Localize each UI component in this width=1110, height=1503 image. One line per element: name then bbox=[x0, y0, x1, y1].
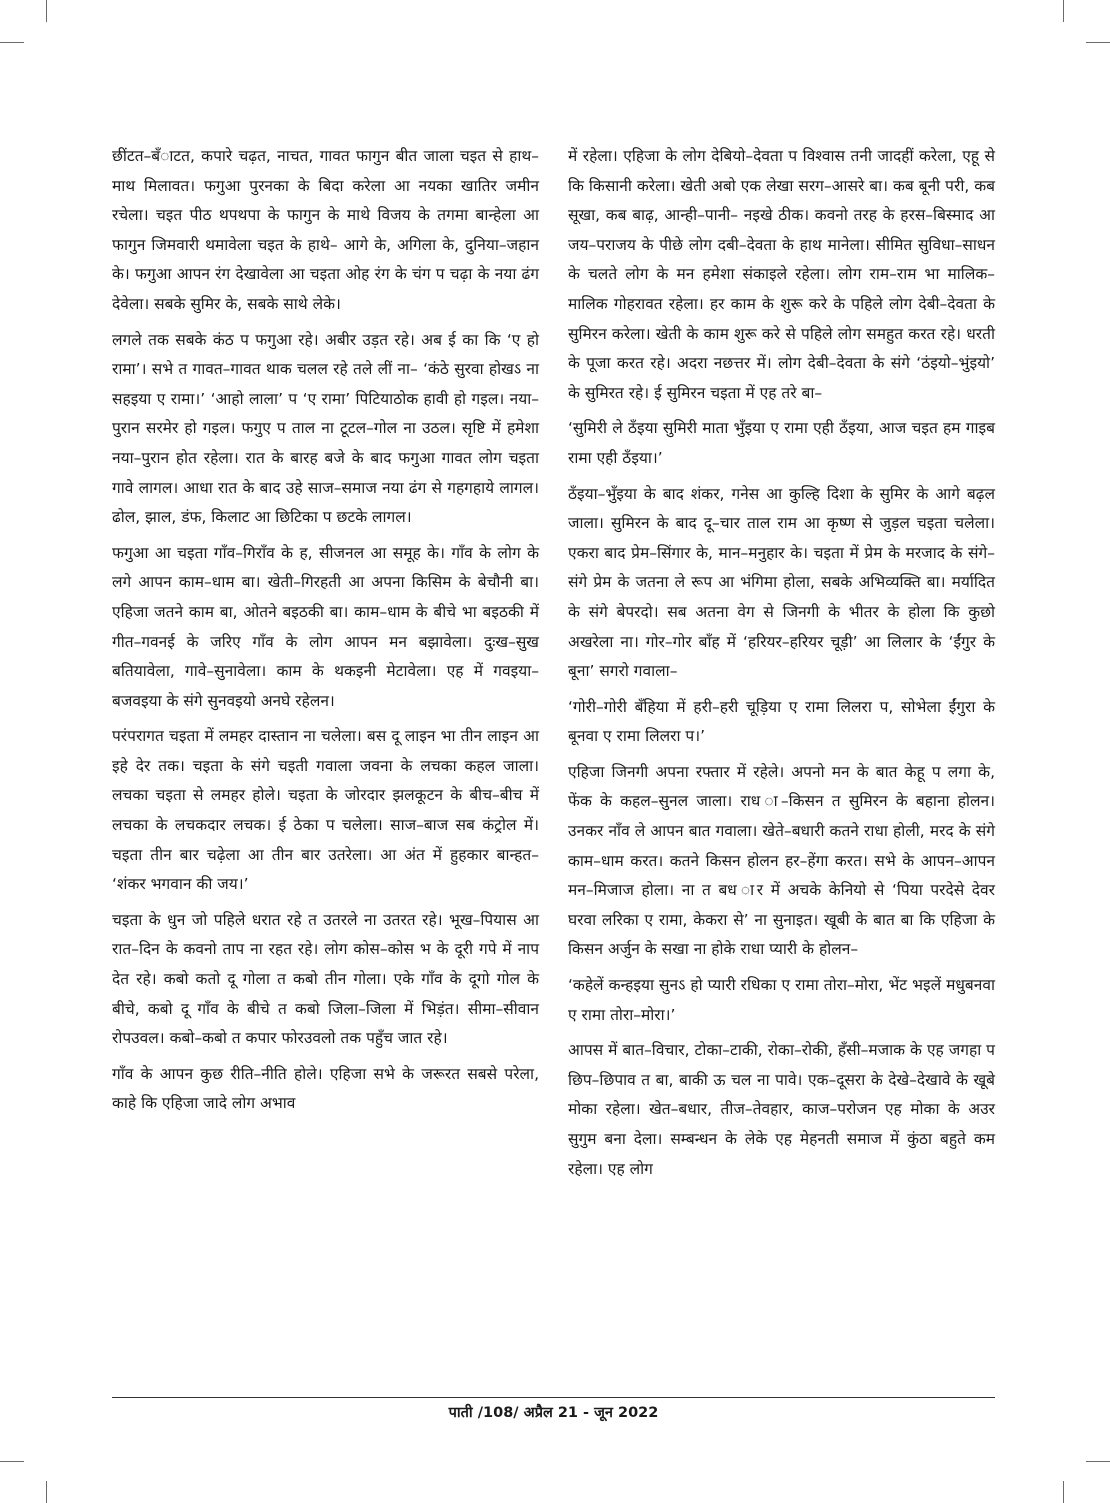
paragraph: एहिजा जिनगी अपना रफ्तार में रहेले। अपनो मन के बात केहू प लगा के, फेंक के कहल–सुनल जाला। राध ा–किसन त सुमिरन के बहाना होलन। उनकर नाँव ले आपन बात गवाला। खेते–बधारी कतने राधा होली, मरद के संगे काम–धाम करत। कतने किसन होलन हर–हेंगा करत। सभे के आपन–आपन मन–मिजाज होला। ना त बध ार में अचके केनियो से ‘पिया परदेसे देवर घरवा लरिका ए रामा, केकरा से’ ना सुनाइत। खूबी के बात बा कि एहिजा के किसन अर्जुन के सखा ना होके राधा प्यारी के होलन– bbox=[568, 762, 995, 959]
song-quote: ‘कहेलें कन्हइया सुनऽ हो प्यारी रधिका ए रामा तोरा–मोरा, भेंट भइलें मधुबनवा ए रामा तोरा–मोरा।’ bbox=[568, 976, 995, 1024]
left-column bbox=[112, 142, 539, 1125]
paragraph: ठँइया–भुँइया के बाद शंकर, गनेस आ कुल्हि दिशा के सुमिर के आगे बढ़ल जाला। सुमिरन के बाद दू–चार ताल राम आ कृष्ण से जुड़ल चइता चलेला। एकरा बाद प्रेम–सिंगार के, मान–मनुहार के। चइता में प्रेम के मरजाद के संगे–संगे प्रेम के जतना ले रूप आ भंगिमा होला, सबके अभिव्यक्ति बा। मर्यादित के संगे बेपरदो। सब अतना वेग से जिनगी के भीतर के होला कि कुछो अखरेला ना। गोर–गोर बाँह में ‘हरियर–हरियर चूड़ी’ आ लिलार के ‘ईंगुर के बूना’ सगरो गवाला– bbox=[568, 484, 995, 681]
song-quote: ‘गोरी–गोरी बँहिया में हरी–हरी चूड़िया ए रामा लिलरा प, सोभेला ईंगुरा के बूनवा ए रामा लिलरा प।’ bbox=[568, 697, 995, 746]
crop-mark bbox=[46, 1481, 47, 1503]
paragraph: लगले तक सबके कंठ प फगुआ रहे। अबीर उड़त रहे। अब ई का कि ‘ए हो रामा’। सभे त गावत–गावत थाक चलल रहे तले लीं ना– ‘कंठे सुरवा होखऽ ना सहइया ए रामा।’ ‘आहो लाला’ प ‘ए रामा’ पिटियाठोक हावी हो गइल। नया–पुरान सरमेर हो गइल। फगुए प ताल ना टूटल–गोल ना उठल। सृष्टि में हमेशा नया–पुरान होत रहेला। रात के बारह बजे के बाद फगुआ गावत लोग चइता गावे लागल। आधा रात के बाद उहे साज–समाज नया ढंग से गहगहाये लागल। ढोल, झाल, डंफ, किलाट आ छिटिका प छटके लागल। bbox=[112, 330, 539, 527]
paragraph: में रहेला। एहिजा के लोग देबियो–देवता प विश्वास तनी जादहीं करेला, एहू से कि किसानी करेला। खेती अबो एक लेखा सरग–आसरे बा। कब बूनी परी, कब सूखा, कब बाढ़, आन्ही–पानी– नइखे ठीक। कवनो तरह के हरस–बिस्माद आ जय–पराजय के पीछे लोग दबी–देवता के हाथ मानेला। सीमित सुविधा–साधन के चलते लोग के मन हमेशा संकाइले रहेला। लोग राम–राम भा मालिक–मालिक गोहरावत रहेला। हर काम के शुरू करे के पहिले लोग देबी–देवता के सुमिरन करेला। खेती के काम शुरू करे से पहिले लोग समहुत करत रहे। धरती के पूजा करत रहे। अदरा नछत्तर में। लोग देबी–देवता के संगे ‘ठंइयो–भुंइयो’ के सुमिरत रहे। ई सुमिरन चइता में एह तरे बा– bbox=[568, 147, 995, 402]
crop-mark bbox=[1063, 1481, 1064, 1503]
crop-mark bbox=[1063, 0, 1064, 22]
crop-mark bbox=[1086, 1461, 1110, 1462]
footer-rule bbox=[112, 1397, 995, 1398]
paragraph: फगुआ आ चइता गाँव–गिराँव के ह, सीजनल आ समूह के। गाँव के लोग के लगे आपन काम–धाम बा। खेती–गिरहती आ अपना किसिम के बेचौनी बा। एहिजा जतने काम बा, ओतने बइठकी बा। काम–धाम के बीचे भा बइठकी में गीत–गवनई के जरिए गाँव के लोग आपन मन बझावेला। दुःख–सुख बतियावेला, गावे–सुनावेला। काम के थकइनी मेटावेला। एह में गवइया–बजवइया के संगे सुनवइयो अनघे रहेलन। bbox=[112, 543, 539, 710]
crop-mark bbox=[1086, 42, 1110, 43]
crop-mark bbox=[0, 42, 24, 43]
crop-mark bbox=[0, 1461, 24, 1462]
paragraph: चइता के धुन जो पहिले धरात रहे त उतरले ना उतरत रहे। भूख–पियास आ रात–दिन के कवनो ताप ना रहत रहे। लोग कोस–कोस भ के दूरी गपे में नाप देत रहे। कबो कतो दू गोला त कबो तीन गोला। एके गाँव के दूगो गोल के बीचे, कबो दू गाँव के बीचे त कबो जिला–जिला में भिड़ंत। सीमा–सीवान रोपउवल। कबो–कबो त कपार फोरउवलो तक पहुँच जात रहे। bbox=[112, 910, 539, 1048]
paragraph: आपस में बात–विचार, टोका–टाकी, रोका–रोकी, हँसी–मजाक के एह जगहा प छिप–छिपाव त बा, बाकी ऊ चल ना पावे। एक–दूसरा के देखे–देखावे के खूबे मोका रहेला। खेत–बधार, तीज–तेवहार, काज–परोजन एह मोका के अउर सुगुम बना देला। सम्बन्धन के लेके एह मेहनती समाज में कुंठा बहुते कम रहेला। एह लोग bbox=[568, 1041, 995, 1178]
crop-mark bbox=[46, 0, 47, 22]
right-column bbox=[568, 142, 995, 1190]
paragraph: परंपरागत चइता में लमहर दास्तान ना चलेला। बस दू लाइन भा तीन लाइन आ इहे देर तक। चइता के संगे चइती गवाला जवना के लचका कहल जाला। लचका चइता से लमहर होले। चइता के जोरदार झलकूटन के बीच–बीच में लचका के लचकदार लचक। ई ठेका प चलेला। साज–बाज सब कंट्रोल में। चइता तीन बार चढ़ेला आ तीन बार उतरेला। आ अंत में हुहकार बान्हत– ‘शंकर भगवान की जय।’ bbox=[112, 727, 539, 894]
paragraph: छींटत–बँाटत, कपारे चढ़त, नाचत, गावत फागुन बीत जाला चइत से हाथ–माथ मिलावत। फगुआ पुरनका के बिदा करेला आ नयका खातिर जमीन रचेला। चइत पीठ थपथपा के फागुन के माथे विजय के तगमा बान्हेला आ फागुन जिमवारी थमावेला चइत के हाथे– आगे के, अगिला के, दुनिया–जहान के। फगुआ आपन रंग देखावेला आ चइता ओह रंग के चंग प चढ़ा के नया ढंग देवेला। सबके सुमिर के, सबके साथे लेके। bbox=[112, 147, 539, 313]
song-quote: ‘सुमिरी ले ठँइया सुमिरी माता भुँइया ए रामा एही ठँइया, आज चइत हम गाइब रामा एही ठँइया।’ bbox=[568, 419, 995, 467]
page-footer: पाती /108/ अप्रैल 21 - जून 2022 bbox=[448, 1405, 659, 1421]
paragraph: गाँव के आपन कुछ रीति–नीति होले। एहिजा सभे के जरूरत सबसे परेला, काहे कि एहिजा जादे लोग अभाव bbox=[112, 1064, 539, 1113]
